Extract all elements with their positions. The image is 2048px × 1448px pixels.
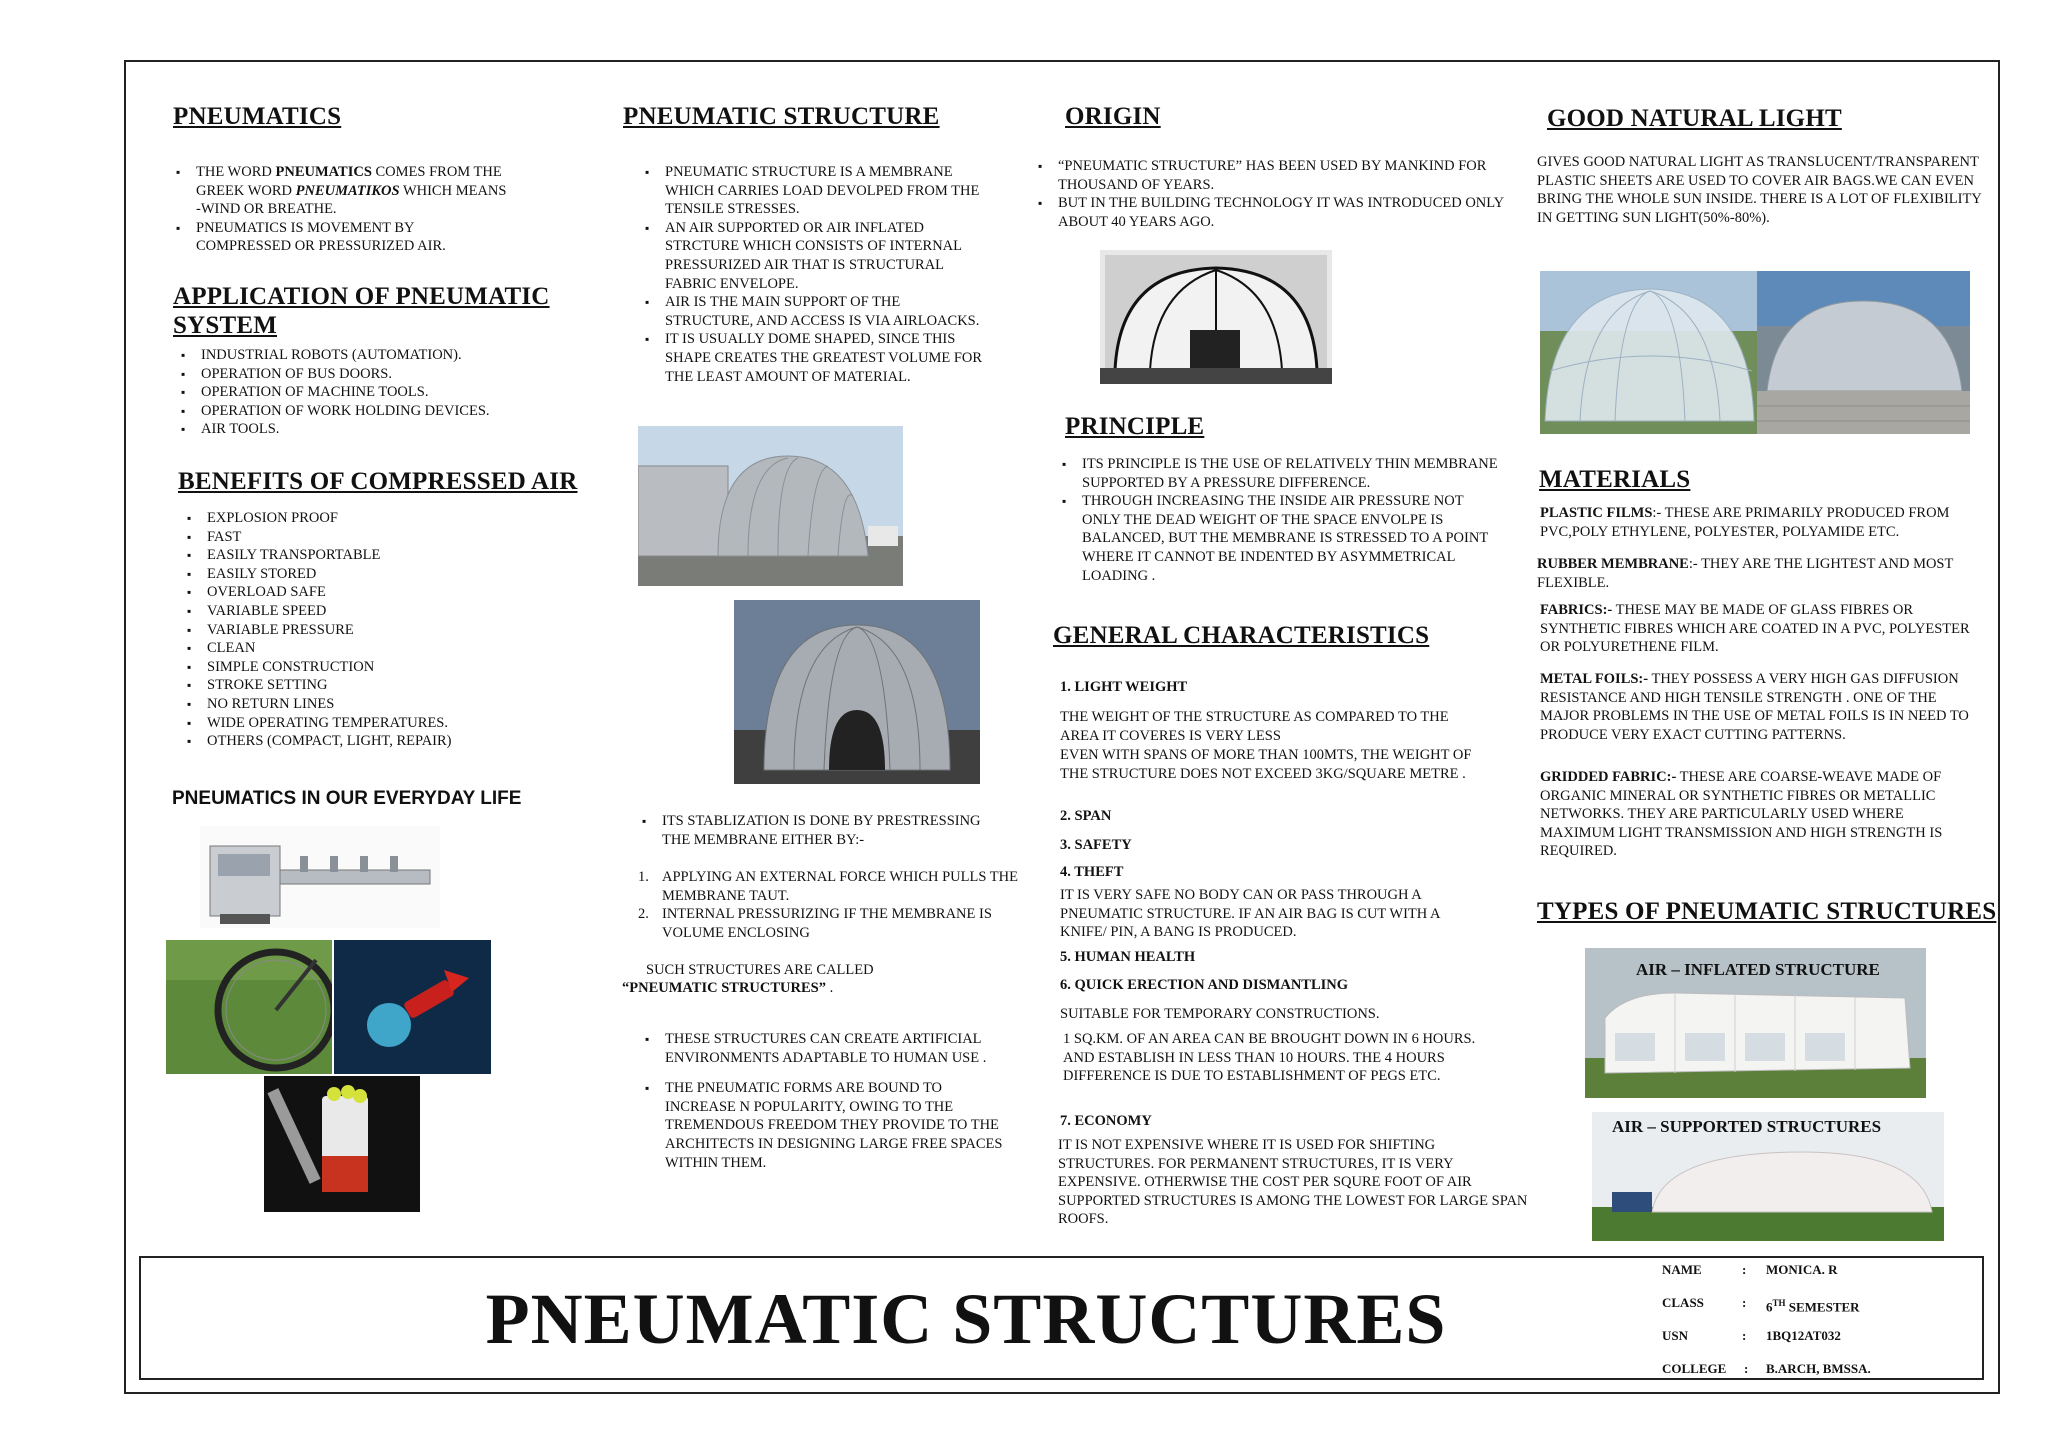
list-item: ▪ OTHERS (COMPACT, LIGHT, REPAIR) bbox=[183, 732, 523, 751]
list-item: ▪ EASILY TRANSPORTABLE bbox=[183, 546, 523, 565]
list-item: ▪ NO RETURN LINES bbox=[183, 695, 523, 714]
material-desc: THESE ARE COARSE-WEAVE MADE OF ORGANIC MINERAL OR SYNTHETIC FIBRES OR METALLIC NETWORKS. THEY ARE PARTICULARLY USED WHERE MAXIMUM LIGHT TRANSMISSION AND HIGH STRENGTH IS REQUIRED. bbox=[1540, 769, 1943, 860]
char-theft-heading: 4. THEFT bbox=[1060, 864, 1124, 880]
material-plastic bbox=[1540, 504, 1990, 541]
structure-more-list bbox=[641, 1030, 1011, 1172]
material-metal-foils bbox=[1540, 670, 1980, 744]
list-item: ▪ STROKE SETTING bbox=[183, 676, 523, 695]
structure-heading: PNEUMATIC STRUCTURE bbox=[623, 103, 940, 130]
application-heading: APPLICATION OF PNEUMATIC SYSTEM bbox=[173, 283, 550, 339]
char-erection-text: SUITABLE FOR TEMPORARY CONSTRUCTIONS. bbox=[1060, 1006, 1380, 1022]
application-list bbox=[177, 346, 557, 439]
air-pump-toy-image bbox=[334, 940, 491, 1074]
pneumatics-heading: PNEUMATICS bbox=[173, 103, 342, 130]
list-item: ▪ OPERATION OF WORK HOLDING DEVICES. bbox=[177, 402, 557, 421]
translucent-dome-photo bbox=[1757, 271, 1970, 434]
principle-heading: PRINCIPLE bbox=[1065, 413, 1205, 440]
list-item-bold-italic: PNEUMATIKOS bbox=[295, 182, 400, 199]
list-item: ▪ AN AIR SUPPORTED OR AIR INFLATED STRCTURE WHICH CONSISTS OF INTERNAL PRESSURIZED AIR THAT IS STRUCTURAL FABRIC ENVELOPE. bbox=[641, 219, 991, 293]
list-item: ▪ OVERLOAD SAFE bbox=[183, 583, 523, 602]
char-health-heading: 5. HUMAN HEALTH bbox=[1060, 949, 1196, 965]
list-item: ▪ FAST bbox=[183, 528, 523, 547]
list-item: ▪ PNEUMATIC STRUCTURE IS A MEMBRANE WHICH CARRIES LOAD DEVOLPED FROM THE TENSILE STRESSES. bbox=[641, 163, 991, 219]
list-item: ▪ THE PNEUMATIC FORMS ARE BOUND TO INCREASE N POPULARITY, OWING TO THE TREMENDOUS FREEDOM THEY PROVIDE TO THE ARCHITECTS IN DESIGNING LARGE FREE SPACES WITHIN THEM. bbox=[641, 1079, 1011, 1172]
info-sep: : bbox=[1744, 1361, 1749, 1376]
list-item-text: INTERNAL PRESSURIZING IF THE MEMBRANE IS VOLUME ENCLOSING bbox=[662, 906, 992, 941]
light-heading: GOOD NATURAL LIGHT bbox=[1547, 105, 1842, 132]
info-usn-label: USN bbox=[1662, 1328, 1689, 1343]
list-item: ▪ PNEUMATICS IS MOVEMENT BY COMPRESSED OR PRESSURIZED AIR. bbox=[172, 219, 512, 256]
char-light-weight-text: THE WEIGHT OF THE STRUCTURE AS COMPARED TO THE AREA IT COVERES IS VERY LESS bbox=[1060, 709, 1449, 744]
list-item: ▪ ITS STABLIZATION IS DONE BY PRESTRESSING THE MEMBRANE EITHER BY:- bbox=[638, 812, 1008, 849]
list-number: 1. bbox=[638, 869, 649, 885]
material-term: GRIDDED FABRIC:- bbox=[1540, 769, 1677, 785]
poster-title: PNEUMATIC STRUCTURES bbox=[485, 1279, 1447, 1359]
class-superscript: TH bbox=[1772, 1298, 1786, 1308]
called-line bbox=[622, 979, 833, 998]
called-bold: “PNEUMATIC STRUCTURES” bbox=[622, 980, 826, 996]
structure-list bbox=[641, 163, 991, 386]
characteristics-heading: GENERAL CHARACTERISTICS bbox=[1053, 622, 1430, 649]
list-item: ▪ OPERATION OF BUS DOORS. bbox=[177, 365, 557, 384]
list-item-bold: PNEUMATICS bbox=[275, 164, 372, 180]
principle-list bbox=[1058, 455, 1498, 585]
info-name-value: MONICA. R bbox=[1766, 1262, 1838, 1277]
class-rest: SEMESTER bbox=[1785, 1299, 1860, 1315]
types-heading: TYPES OF PNEUMATIC STRUCTURES bbox=[1537, 898, 1997, 925]
info-sep: : bbox=[1742, 1262, 1747, 1277]
list-item: ▪ “PNEUMATIC STRUCTURE” HAS BEEN USED BY MANKIND FOR THOUSAND OF YEARS. bbox=[1034, 157, 1504, 194]
material-desc: THESE MAY BE MADE OF GLASS FIBRES OR SYNTHETIC FIBRES WHICH ARE COATED IN A PVC, POLYESTER OR POLYURETHENE FILM. bbox=[1540, 602, 1970, 656]
materials-heading: MATERIALS bbox=[1539, 466, 1691, 493]
list-item: ▪ ITS PRINCIPLE IS THE USE OF RELATIVELY THIN MEMBRANE SUPPORTED BY A PRESSURE DIFFERENCE. bbox=[1058, 455, 1498, 492]
class-number: 6 bbox=[1766, 1299, 1773, 1315]
char-economy-heading: 7. ECONOMY bbox=[1060, 1113, 1152, 1129]
methods-list bbox=[638, 868, 1018, 942]
air-supported-caption: AIR – SUPPORTED STRUCTURES bbox=[1612, 1117, 1882, 1136]
ball-launcher-image bbox=[264, 1076, 420, 1212]
list-item-text: COMES FROM THE GREEK WORD bbox=[196, 164, 502, 199]
igloo-dome-photo bbox=[734, 600, 980, 784]
list-item: ▪ THESE STRUCTURES CAN CREATE ARTIFICIAL ENVIRONMENTS ADAPTABLE TO HUMAN USE . bbox=[641, 1030, 1011, 1067]
list-item: ▪ AIR IS THE MAIN SUPPORT OF THE STRUCTURE, AND ACCESS IS VIA AIRLOACKS. bbox=[641, 293, 991, 330]
list-item: ▪ BUT IN THE BUILDING TECHNOLOGY IT WAS INTRODUCED ONLY ABOUT 40 YEARS AGO. bbox=[1034, 194, 1504, 231]
stabilization-list bbox=[638, 812, 1008, 849]
ribbed-dome-photo bbox=[638, 426, 903, 586]
everyday-heading: PNEUMATICS IN OUR EVERYDAY LIFE bbox=[172, 788, 522, 809]
list-item: ▪ IT IS USUALLY DOME SHAPED, SINCE THIS SHAPE CREATES THE GREATEST VOLUME FOR THE LEAST AMOUNT OF MATERIAL. bbox=[641, 330, 991, 386]
list-item: ▪ SIMPLE CONSTRUCTION bbox=[183, 658, 523, 677]
info-sep: : bbox=[1742, 1328, 1747, 1343]
info-class-label: CLASS bbox=[1662, 1295, 1704, 1310]
material-desc: THEY POSSESS A VERY HIGH GAS DIFFUSION RESISTANCE AND HIGH TENSILE STRENGTH . ONE OF THE MAJOR PROBLEMS IN THE USE OF METAL FOILS IS IN NEED TO PRODUCE VERY EXACT CUTTING PATTERNS. bbox=[1540, 671, 1969, 743]
list-number: 2. bbox=[638, 906, 649, 923]
air-inflated-caption: AIR – INFLATED STRUCTURE bbox=[1636, 960, 1880, 979]
list-item: ▪ EASILY STORED bbox=[183, 565, 523, 584]
list-item-text: WHICH MEANS -WIND OR BREATHE. bbox=[196, 182, 507, 218]
material-term: FABRICS:- bbox=[1540, 602, 1613, 618]
material-desc: :- THEY ARE THE LIGHTEST AND MOST FLEXIBLE. bbox=[1537, 556, 1954, 591]
list-item: ▪ THROUGH INCREASING THE INSIDE AIR PRESSURE NOT ONLY THE DEAD WEIGHT OF THE SPACE ENVOLPE IS BALANCED, BUT THE MEMBRANE IS STRESSED TO A POINT WHERE IT CANNOT BE INDENTED BY ASYMMETRICAL LOADING . bbox=[1058, 492, 1498, 585]
char-light-weight-text-2: EVEN WITH SPANS OF MORE THAN 100MTS, THE WEIGHT OF THE STRUCTURE DOES NOT EXCEED 3KG/SQUARE METRE . bbox=[1060, 747, 1472, 782]
transparent-dome-photo bbox=[1540, 271, 1757, 434]
bicycle-image bbox=[166, 940, 332, 1074]
called-end: . bbox=[825, 980, 834, 996]
info-name-label: NAME bbox=[1662, 1262, 1702, 1277]
early-dome-photo bbox=[1100, 250, 1332, 384]
char-erection-text-2: 1 SQ.KM. OF AN AREA CAN BE BROUGHT DOWN IN 6 HOURS. AND ESTABLISH IN LESS THAN 10 HOURS. THE 4 HOURS DIFFERENCE IS DUE TO ESTABLISHMENT OF PEGS ETC. bbox=[1063, 1031, 1476, 1085]
char-economy-text: IT IS NOT EXPENSIVE WHERE IT IS USED FOR SHIFTING STRUCTURES. FOR PERMANENT STRUCTURES, IT IS VERY EXPENSIVE. OTHERWISE THE COST PER SQURE FOOT OF AIR SUPPORTED STRUCTURES IS AMONG THE LOWEST FOR LARGE SPAN ROOFS. bbox=[1058, 1137, 1528, 1228]
material-gridded-fabric bbox=[1540, 768, 1970, 861]
material-term: METAL FOILS:- bbox=[1540, 671, 1649, 687]
char-theft-text: IT IS VERY SAFE NO BODY CAN OR PASS THROUGH A PNEUMATIC STRUCTURE. IF AN AIR BAG IS CUT WITH A KNIFE/ PIN, A BANG IS PRODUCED. bbox=[1060, 887, 1440, 941]
list-item: ▪ VARIABLE SPEED bbox=[183, 602, 523, 621]
info-usn-value: 1BQ12AT032 bbox=[1766, 1328, 1841, 1343]
info-college-value: B.ARCH, BMSSA. bbox=[1766, 1361, 1871, 1376]
list-item bbox=[172, 163, 512, 219]
benefits-list bbox=[183, 509, 523, 751]
list-item: ▪ AIR TOOLS. bbox=[177, 420, 557, 439]
list-item: ▪ CLEAN bbox=[183, 639, 523, 658]
origin-list bbox=[1034, 157, 1504, 231]
info-class-value bbox=[1766, 1295, 1860, 1315]
list-item: ▪ EXPLOSION PROOF bbox=[183, 509, 523, 528]
list-item: ▪ VARIABLE PRESSURE bbox=[183, 621, 523, 640]
char-erection-heading: 6. QUICK ERECTION AND DISMANTLING bbox=[1060, 977, 1349, 993]
list-item bbox=[638, 868, 1018, 905]
material-term: RUBBER MEMBRANE bbox=[1537, 556, 1689, 572]
material-fabrics bbox=[1540, 601, 1970, 657]
pneumatics-list bbox=[172, 163, 512, 256]
char-safety-heading: 3. SAFETY bbox=[1060, 837, 1132, 853]
list-item: ▪ WIDE OPERATING TEMPERATURES. bbox=[183, 714, 523, 733]
list-item: ▪ INDUSTRIAL ROBOTS (AUTOMATION). bbox=[177, 346, 557, 365]
machine-tool-image bbox=[200, 826, 440, 928]
char-light-weight-heading: 1. LIGHT WEIGHT bbox=[1060, 679, 1188, 695]
list-item-text: APPLYING AN EXTERNAL FORCE WHICH PULLS THE MEMBRANE TAUT. bbox=[662, 869, 1018, 904]
material-rubber bbox=[1537, 555, 1987, 592]
material-term: PLASTIC FILMS bbox=[1540, 505, 1653, 521]
light-text: GIVES GOOD NATURAL LIGHT AS TRANSLUCENT/TRANSPARENT PLASTIC SHEETS ARE USED TO COVER AIR BAGS.WE CAN EVEN BRING THE WHOLE SUN INSIDE. THERE IS A LOT OF FLEXIBILITY IN GETTING SUN LIGHT(50%-80%). bbox=[1537, 154, 1982, 226]
benefits-heading: BENEFITS OF COMPRESSED AIR bbox=[178, 468, 578, 495]
called-text: SUCH STRUCTURES ARE CALLED bbox=[646, 962, 874, 978]
origin-heading: ORIGIN bbox=[1065, 103, 1161, 130]
char-span-heading: 2. SPAN bbox=[1060, 808, 1112, 824]
info-sep: : bbox=[1742, 1295, 1747, 1310]
list-item-text: THE WORD bbox=[196, 164, 276, 180]
material-desc: :- THESE ARE PRIMARILY PRODUCED FROM PVC,POLY ETHYLENE, POLYESTER, POLYAMIDE ETC. bbox=[1540, 505, 1950, 540]
list-item bbox=[638, 905, 1018, 942]
list-item: ▪ OPERATION OF MACHINE TOOLS. bbox=[177, 383, 557, 402]
info-college-label: COLLEGE bbox=[1662, 1361, 1727, 1376]
